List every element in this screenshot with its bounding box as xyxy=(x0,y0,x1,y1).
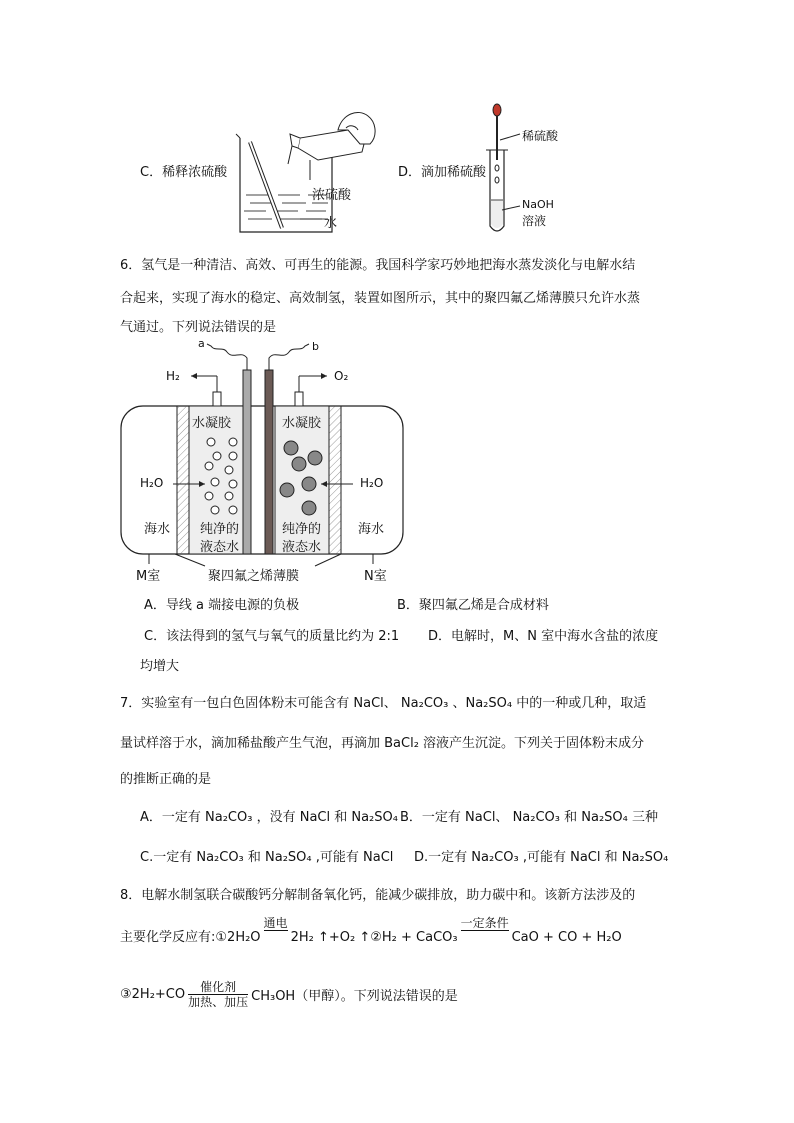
eq1-left: 2H₂O xyxy=(227,930,261,945)
h2o-left-label: H₂O xyxy=(140,476,164,490)
dilute-acid-label: 稀硫酸 xyxy=(522,129,559,143)
q5-option-c-label: C．稀释浓硫酸 xyxy=(140,165,228,180)
wire-b-label: b xyxy=(312,340,319,353)
q7-option-b: B．一定有 NaCl、 Na₂CO₃ 和 Na₂SO₄ 三种 xyxy=(400,810,658,825)
hydrogel-right-label: 水凝胶 xyxy=(282,416,322,431)
q7-option-c: C.一定有 Na₂CO₃ 和 Na₂SO₄ ,可能有 NaCl xyxy=(140,850,394,865)
q6-option-d-cont: 均增大 xyxy=(140,659,180,674)
eq3-condition: $\frac{\text{催化剂}}{\text{加热、加压}}$ xyxy=(188,980,249,1009)
seawater-left-label: 海水 xyxy=(144,522,171,537)
q7-stem-line-1: 7．实验室有一包白色固体粉末可能含有 NaCl、 Na₂CO₃ 、Na₂SO₄ 中的一种或几种，取适 xyxy=(120,696,647,711)
q8-equations-line xyxy=(120,916,622,945)
seawater-right-label: 海水 xyxy=(358,522,385,537)
q8-equation-3-line xyxy=(120,980,458,1009)
eq3-left: ③2H₂+CO xyxy=(120,987,186,1002)
h2o-right-label: H₂O xyxy=(360,476,384,490)
water-label: 水 xyxy=(324,216,338,231)
eq2-condition: 一定条件 xyxy=(460,916,509,930)
hydrogel-left-label: 水凝胶 xyxy=(192,416,232,431)
q6-option-d: D．电解时，M、N 室中海水含盐的浓度 xyxy=(428,629,659,644)
concentrated-acid-label: 浓硫酸 xyxy=(312,188,352,203)
eq1-right: 2H₂ ↑+O₂ ↑ xyxy=(290,930,371,945)
q6-stem-line-3: 气通过。下列说法错误的是 xyxy=(120,320,277,335)
pure-water-right-1: 纯净的 xyxy=(282,522,322,537)
q5-option-d-label: D．滴加稀硫酸 xyxy=(398,165,487,180)
q6-stem-line-1: 6．氢气是一种清洁、高效、可再生的能源。我国科学家巧妙地把海水蒸发淡化与电解水结 xyxy=(120,258,636,273)
eq3-right: CH₃OH（甲醇）。下列说法错误的是 xyxy=(251,989,458,1004)
o2-label: O₂ xyxy=(334,369,349,383)
h2-label: H₂ xyxy=(166,369,180,383)
naoh-label: NaOH xyxy=(522,198,554,211)
pure-water-left-2: 液态水 xyxy=(200,540,240,555)
pure-water-left-1: 纯净的 xyxy=(200,522,240,537)
m-room-label: M室 xyxy=(136,569,161,584)
eq1-condition: 通电 xyxy=(263,916,288,930)
wire-a-label: a xyxy=(198,337,205,350)
q6-option-c: C．该法得到的氢气与氧气的质量比约为 2:1 xyxy=(144,629,400,644)
membrane-label: 聚四氟之烯薄膜 xyxy=(208,569,300,584)
solution-label: 溶液 xyxy=(522,214,547,228)
eq2-left: H₂ + CaCO₃ xyxy=(381,930,458,945)
q7-stem-line-2: 量试样溶于水，滴加稀盐酸产生气泡，再滴加 BaCl₂ 溶液产生沉淀。下列关于固体粉末成分 xyxy=(120,736,645,751)
electrolysis-diagram xyxy=(115,336,425,586)
q7-option-d: D.一定有 Na₂CO₃ ,可能有 NaCl 和 Na₂SO₄ xyxy=(414,850,669,865)
q6-option-a: A．导线 a 端接电源的负极 xyxy=(144,598,300,613)
q6-option-b: B．聚四氟乙烯是合成材料 xyxy=(397,598,549,613)
pure-water-right-2: 液态水 xyxy=(282,540,322,555)
eq2-right: CaO + CO + H₂O xyxy=(511,930,622,945)
q7-stem-line-3: 的推断正确的是 xyxy=(120,772,212,787)
eq2-number: ② xyxy=(370,930,382,945)
q8-reactions-intro: 主要化学反应有:① xyxy=(120,930,228,945)
q7-option-a: A．一定有 Na₂CO₃ ，没有 NaCl 和 Na₂SO₄ xyxy=(140,810,398,825)
q8-stem-line-1: 8．电解水制氢联合碳酸钙分解制备氧化钙，能减少碳排放，助力碳中和。该新方法涉及的 xyxy=(120,888,636,903)
dilution-figure xyxy=(230,100,390,240)
q6-stem-line-2: 合起来，实现了海水的稳定、高效制氢，装置如图所示，其中的聚四氟乙烯薄膜只允许水蒸 xyxy=(120,291,641,306)
n-room-label: N室 xyxy=(364,569,387,584)
